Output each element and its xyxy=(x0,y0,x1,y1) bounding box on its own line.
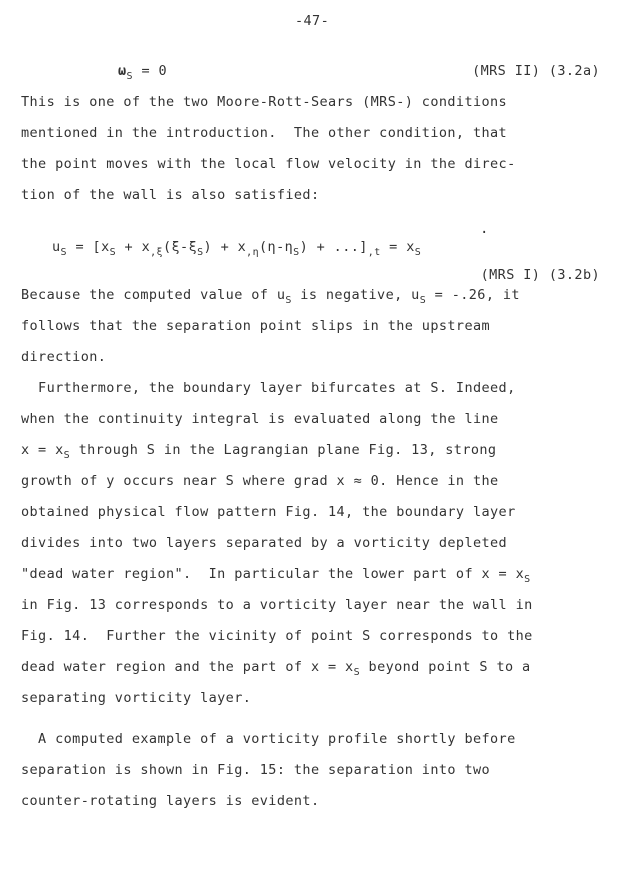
para3-line-2: when the continuity integral is evaluated along the line xyxy=(21,411,499,427)
para3-line-5: obtained physical flow pattern Fig. 14, the boundary layer xyxy=(21,504,516,520)
equation-3-2b xyxy=(52,238,421,256)
para4-line-3: counter-rotating layers is evident. xyxy=(21,793,320,809)
eq1-omega: ω xyxy=(118,63,127,79)
eq2-part-7-sub: S xyxy=(414,247,422,258)
eq2-part-5-sub: S xyxy=(293,247,300,258)
eq2-u-sub: S xyxy=(60,247,67,258)
eq2-time-derivative-dot: · xyxy=(480,225,489,241)
para1-line-3: the point moves with the local flow velocity in the direc- xyxy=(21,156,516,172)
eq2-part-4: ) + x xyxy=(203,239,247,255)
para3-line-1: Furthermore, the boundary layer bifurcates at S. Indeed, xyxy=(21,380,516,396)
para1-line-2: mentioned in the introduction. The other condition, that xyxy=(21,125,508,141)
para3-l10-a: dead water region and the part of x = x xyxy=(21,659,354,675)
equation-3-2a-tag: (MRS II) (3.2a) xyxy=(472,63,600,79)
eq2-part-6: ) + ...] xyxy=(299,239,368,255)
para3-l3-sub: S xyxy=(63,450,71,461)
para2-l1-a: Because the computed value of u xyxy=(21,287,286,303)
para4-line-2: separation is shown in Fig. 15: the separation into two xyxy=(21,762,491,778)
para3-l10-b: beyond point S to a xyxy=(360,659,531,675)
para3-line-8: in Fig. 13 corresponds to a vorticity layer near the wall in xyxy=(21,597,533,613)
para1-line-1: This is one of the two Moore-Rott-Sears (MRS-) conditions xyxy=(21,94,508,110)
page-number: -47- xyxy=(295,13,330,29)
eq2-part-7: = x xyxy=(380,239,415,255)
eq2-part-5: (η-η xyxy=(259,239,294,255)
eq1-omega-sub: S xyxy=(126,71,133,82)
para2-line-3: direction. xyxy=(21,349,107,365)
para3-l7-sub: S xyxy=(524,574,531,585)
eq2-part-1: = [x xyxy=(66,239,110,255)
eq1-rhs: = 0 xyxy=(132,63,168,79)
equation-3-2a xyxy=(118,62,167,80)
para1-line-4: tion of the wall is also satisfied: xyxy=(21,187,320,203)
para3-line-9: Fig. 14. Further the vicinity of point S corresponds to the xyxy=(21,628,533,644)
para3-line-3 xyxy=(21,441,496,459)
eq2-part-3: (ξ-ξ xyxy=(162,239,198,255)
para3-line-7 xyxy=(21,565,531,583)
para4-line-1: A computed example of a vorticity profile shortly before xyxy=(21,731,516,747)
para2-l1-sub: S xyxy=(285,295,292,306)
para3-l7: "dead water region". In particular the lower part of x = x xyxy=(21,566,525,582)
para3-line-6: divides into two layers separated by a vorticity depleted xyxy=(21,535,508,551)
equation-3-2b-tag: (MRS I) (3.2b) xyxy=(480,267,600,283)
eq2-part-2-sub: ,ξ xyxy=(150,247,163,258)
eq2-part-6-sub: ,t xyxy=(367,247,381,258)
para2-line-2: follows that the separation point slips in the upstream xyxy=(21,318,491,334)
eq2-part-4-sub: ,η xyxy=(246,247,260,258)
para3-l10-sub: S xyxy=(353,667,361,678)
para3-line-11: separating vorticity layer. xyxy=(21,690,252,706)
para2-l1-b: is negative, u xyxy=(291,287,420,303)
eq2-u: u xyxy=(52,239,61,255)
eq2-part-1-sub: S xyxy=(109,247,117,258)
para3-l3-b: through S in the Lagrangian plane Fig. 13, strong xyxy=(70,442,497,458)
para3-line-10 xyxy=(21,658,531,676)
para2-l1-sub2: S xyxy=(419,295,427,306)
eq2-part-3-sub: S xyxy=(197,247,204,258)
para2-line-1 xyxy=(21,286,520,304)
para3-line-4: growth of y occurs near S where grad x ≈ 0. Hence in the xyxy=(21,473,499,489)
para2-l1-c: = -.26, it xyxy=(426,287,520,303)
para3-l3-a: x = x xyxy=(21,442,64,458)
eq2-part-2: + x xyxy=(116,239,151,255)
